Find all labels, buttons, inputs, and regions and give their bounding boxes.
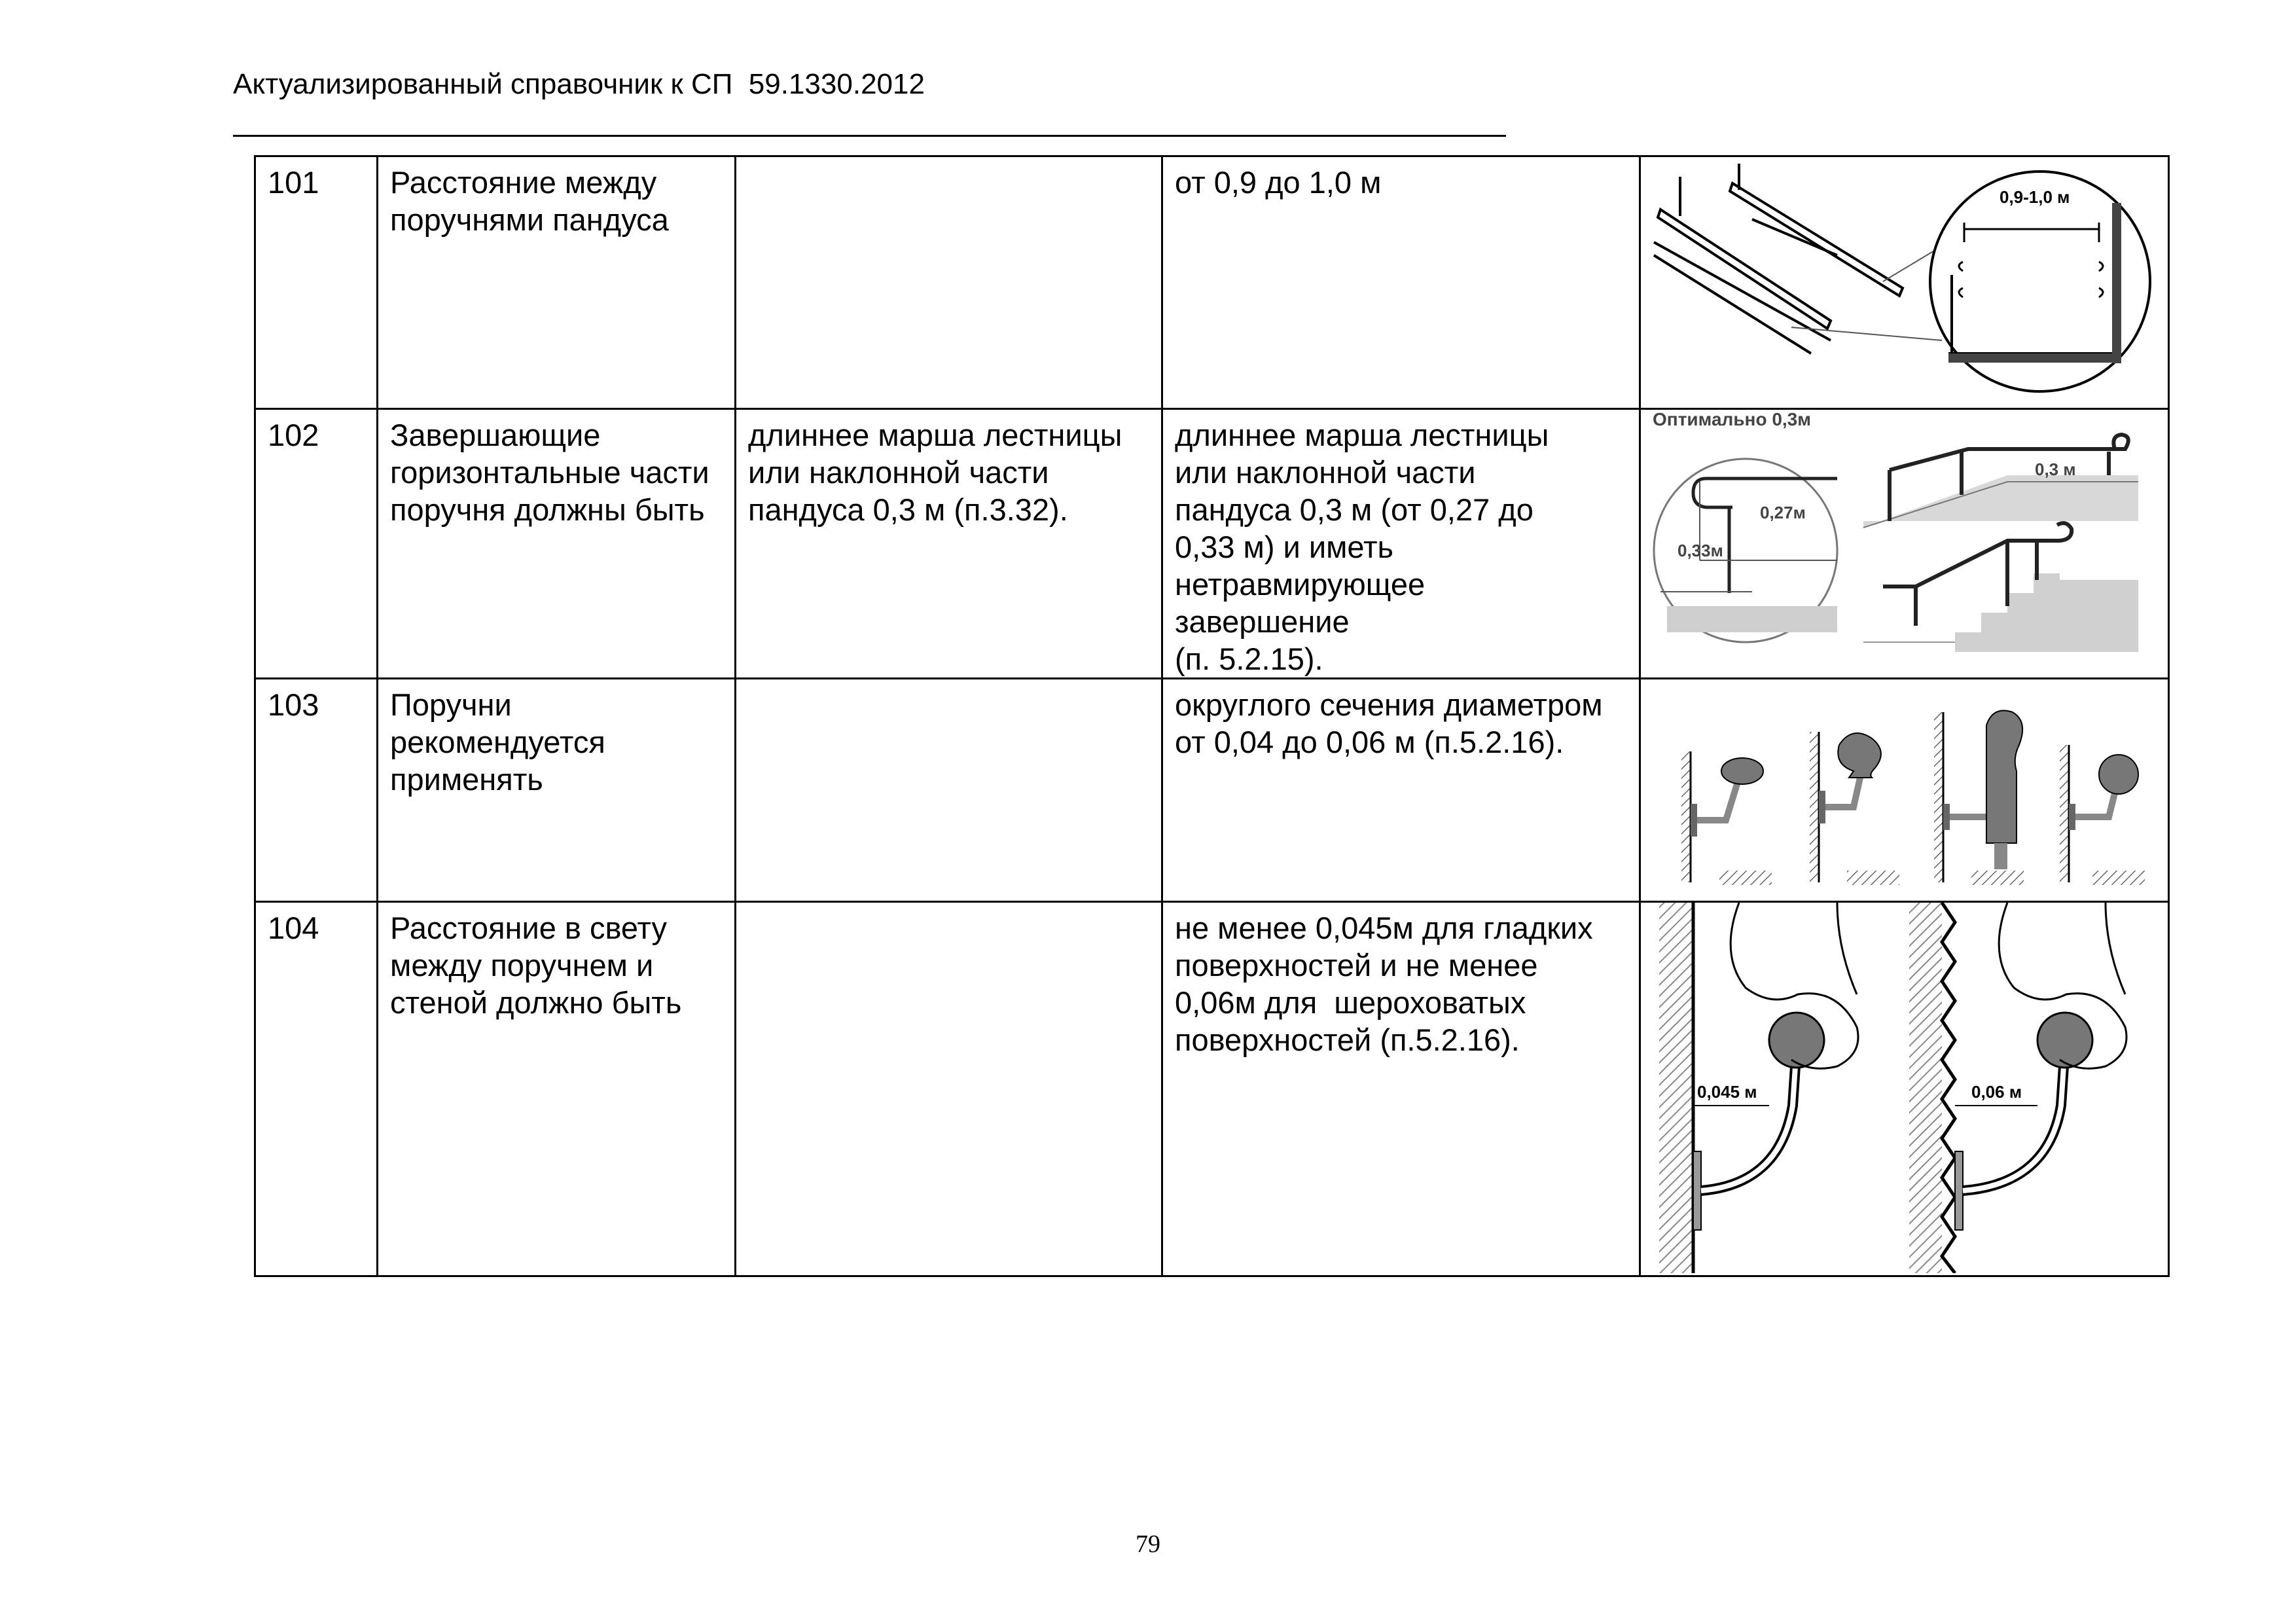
row-number: 101 [255, 156, 378, 409]
page-header-title: Актуализированный справочник к СП 59.1330.2012 [233, 68, 925, 100]
table-row [255, 902, 2169, 1276]
row-old-requirement: длиннее марша лестницы или наклонной части пандуса 0,3 м (п.3.32). [736, 409, 1162, 679]
ramp-handrails-distance-illustration [1641, 157, 2166, 406]
row-new-requirement: не менее 0,045м для гладких поверхностей и не менее 0,06м для шероховатых поверхностей (п.5.2.16). [1162, 902, 1640, 1276]
row-subject: Поручни рекомендуется применять [378, 679, 736, 902]
row-figure [1640, 156, 2169, 409]
figure-label: 0,045 м [1697, 1082, 1757, 1102]
figure-label: 0,3 м [2035, 460, 2076, 479]
row-new-requirement: от 0,9 до 1,0 м [1162, 156, 1640, 409]
row-figure [1640, 902, 2169, 1276]
row-number: 102 [255, 409, 378, 679]
row-new-requirement: округлого сечения диаметром от 0,04 до 0,06 м (п.5.2.16). [1162, 679, 1640, 902]
figure-label: 0,33м [1677, 541, 1723, 560]
figure-label: 0,27м [1760, 503, 1806, 522]
table-row [255, 156, 2169, 409]
table-row [255, 679, 2169, 902]
figure-label: 0,06 м [1971, 1082, 2022, 1102]
table-row [255, 409, 2169, 679]
row-old-requirement [736, 902, 1162, 1276]
figure-label: Оптимально 0,3м [1653, 410, 1811, 429]
row-old-requirement [736, 156, 1162, 409]
row-figure [1640, 409, 2169, 679]
row-figure [1640, 679, 2169, 902]
handrail-cross-sections-illustration [1641, 679, 2166, 899]
requirements-table [254, 155, 2170, 1277]
row-subject: Расстояние в свету между поручнем и стеной должно быть [378, 902, 736, 1276]
row-subject: Расстояние между поручнями пандуса [378, 156, 736, 409]
row-number: 103 [255, 679, 378, 902]
figure-label: 0,9-1,0 м [2000, 187, 2070, 207]
row-old-requirement [736, 679, 1162, 902]
row-subject: Завершающие горизонтальные части поручня должны быть [378, 409, 736, 679]
row-new-requirement: длиннее марша лестницы или наклонной части пандуса 0,3 м (от 0,27 до 0,33 м) и иметь нетравмирующее завершение (п. 5.2.15). [1162, 409, 1640, 679]
handrail-wall-clearance-illustration [1641, 903, 2166, 1273]
handrail-extension-illustration [1641, 410, 2166, 672]
header-divider [233, 135, 1506, 137]
page-number: 79 [1136, 1530, 1160, 1558]
row-number: 104 [255, 902, 378, 1276]
